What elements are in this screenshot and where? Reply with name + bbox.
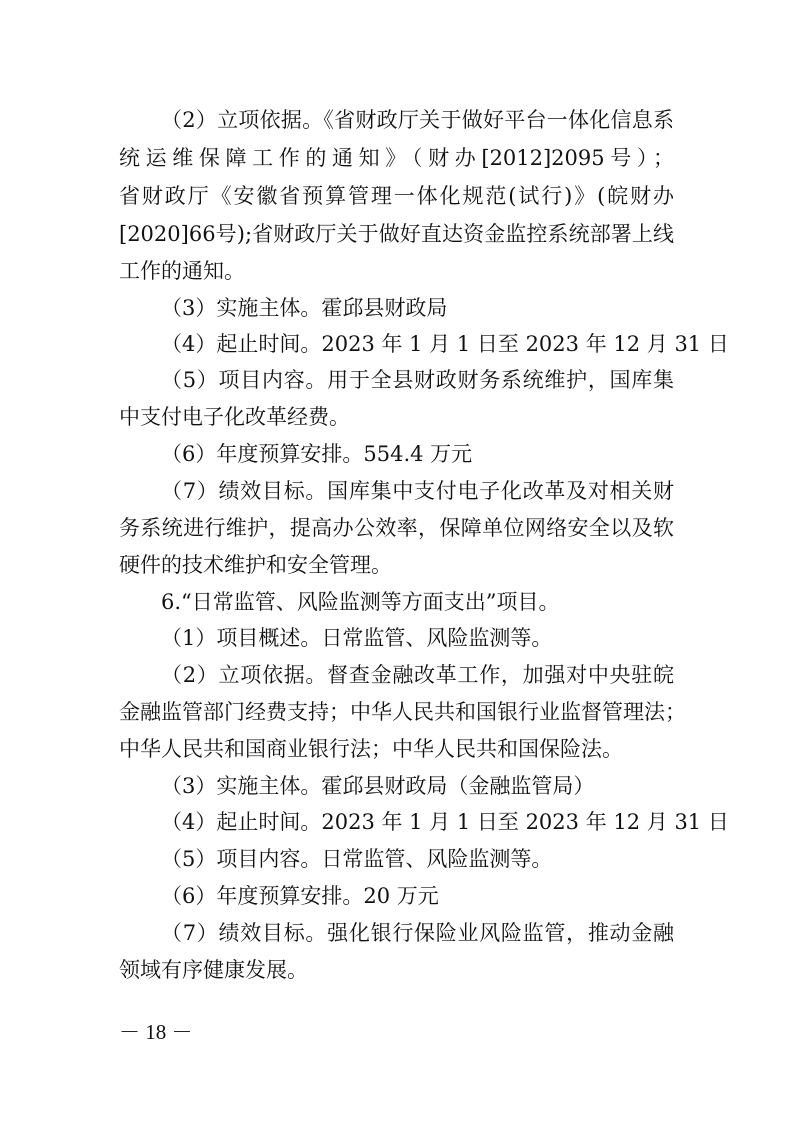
text-line: （7）绩效目标。国库集中支付电子化改革及对相关财 <box>161 479 674 503</box>
text-line: （5）项目内容。用于全县财政财务系统维护，国库集 <box>161 368 674 392</box>
text-line: 领域有序健康发展。 <box>119 958 308 982</box>
text-line: （6）年度预算安排。20 万元 <box>161 884 439 908</box>
text-line: （4）起止时间。2023 年 1 月 1 日至 2023 年 12 月 31 日 <box>161 810 729 834</box>
text-line: 金融监管部门经费支持；中华人民共和国银行业监督管理法； <box>119 700 686 724</box>
text-line: 中华人民共和国商业银行法；中华人民共和国保险法。 <box>119 737 623 761</box>
text-line: 中支付电子化改革经费。 <box>119 405 350 429</box>
text-line: 统运维保障工作的通知》（财办[2012]2095号）； <box>119 146 674 170</box>
text-line: 硬件的技术维护和安全管理。 <box>119 553 392 577</box>
text-line: （1）项目概述。日常监管、风险监测等。 <box>161 626 553 650</box>
text-line: （6）年度预算安排。554.4 万元 <box>161 442 473 466</box>
text-line: （2）立项依据。《省财政厅关于做好平台一体化信息系 <box>161 108 674 132</box>
section-heading: 6.“日常监管、风险监测等方面支出”项目。 <box>161 590 560 614</box>
text-line: （2）立项依据。督查金融改革工作，加强对中央驻皖 <box>161 663 674 687</box>
text-line: 工作的通知。 <box>119 259 245 283</box>
text-line: [2020]66号);省财政厅关于做好直达资金监控系统部署上线 <box>119 222 674 246</box>
text-line: （7）绩效目标。强化银行保险业风险监管，推动金融 <box>161 921 674 945</box>
text-line: 务系统进行维护，提高办公效率，保障单位网络安全以及软 <box>119 516 674 540</box>
text-line: （5）项目内容。日常监管、风险监测等。 <box>161 847 553 871</box>
page-number: － 18 － <box>119 1020 193 1044</box>
text-line: （4）起止时间。2023 年 1 月 1 日至 2023 年 12 月 31 日 <box>161 332 729 356</box>
text-line: （3）实施主体。霍邱县财政局 <box>161 296 448 320</box>
text-line: （3）实施主体。霍邱县财政局（金融监管局） <box>161 774 595 798</box>
text-line: 省财政厅《安徽省预算管理一体化规范(试行)》(皖财办 <box>119 184 674 208</box>
